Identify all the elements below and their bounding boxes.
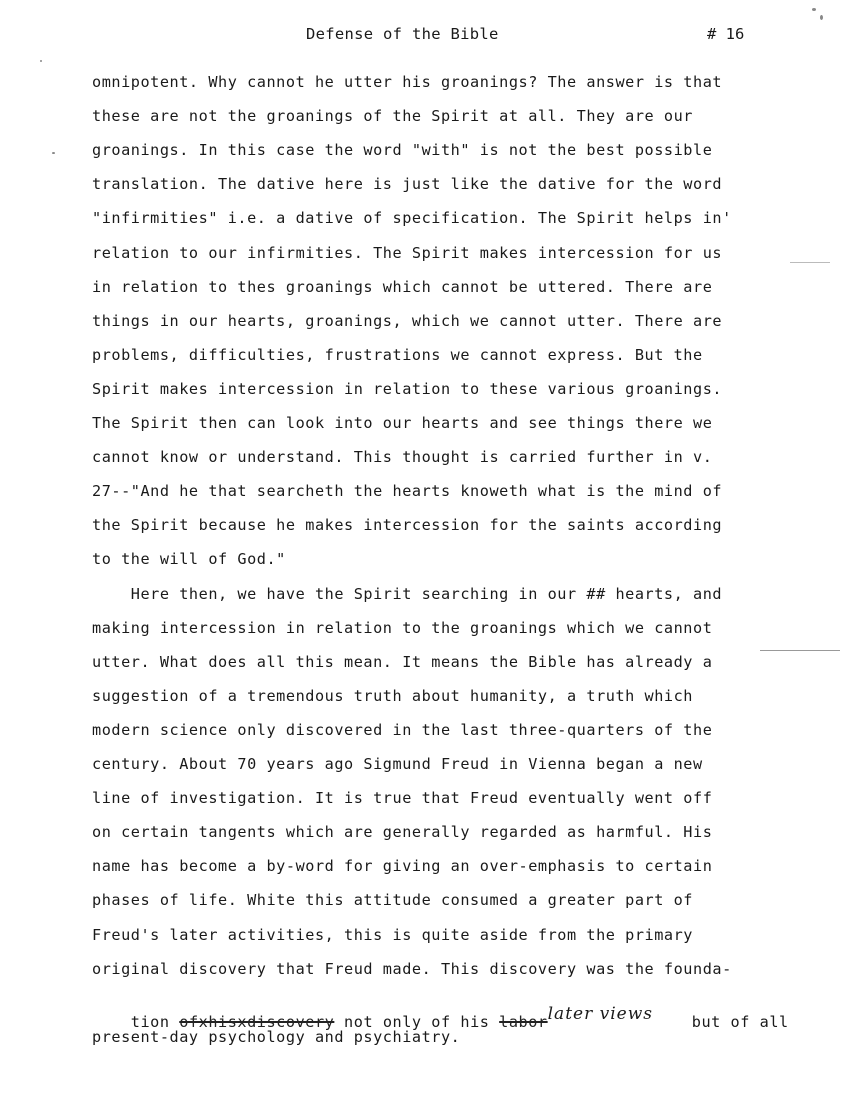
page-number: # 16	[707, 25, 745, 43]
text-line: groanings. In this case the word "with" is not the best possible	[92, 141, 713, 160]
text-line: Here then, we have the Spirit searching in our ## hearts, and	[92, 584, 723, 603]
text-line: name has become a by-word for giving an over-emphasis to certain	[92, 857, 713, 876]
scan-speck	[52, 152, 55, 154]
text-line: cannot know or understand. This thought is carried further in v.	[92, 448, 713, 467]
text-line: to the will of God."	[92, 550, 286, 569]
scan-speck	[760, 650, 840, 651]
page-header-title: Defense of the Bible	[306, 25, 499, 43]
text-line: problems, difficulties, frustrations we cannot express. But the	[92, 345, 703, 364]
scan-speck	[40, 60, 42, 62]
text-line: original discovery that Freud made. This discovery was the founda-	[92, 959, 732, 978]
text-line: modern science only discovered in the last three-quarters of the	[92, 720, 713, 739]
edited-line-lead: tion	[130, 1012, 180, 1031]
text-line-last: present-day psychology and psychiatry.	[92, 1027, 461, 1046]
text-line: line of investigation. It is true that Freud eventually went off	[92, 789, 713, 808]
text-line: century. About 70 years ago Sigmund Freud in Vienna began a new	[92, 755, 703, 773]
text-line: translation. The dative here is just like the dative for the word	[92, 175, 723, 194]
text-line: suggestion of a tremendous truth about humanity, a truth which	[92, 686, 694, 705]
text-line: in relation to thes groanings which cannot be uttered. There are	[92, 277, 713, 296]
text-line: Spirit makes intercession in relation to these various groanings.	[92, 379, 723, 398]
text-line: on certain tangents which are generally regarded as harmful. His	[92, 823, 713, 842]
struck-out-word: labor	[499, 1012, 548, 1031]
text-line: 27--"And he that searcheth the hearts knoweth what is the mind of	[92, 482, 723, 501]
text-line: things in our hearts, groanings, which we cannot utter. There are	[92, 311, 723, 330]
text-line: "infirmities" i.e. a dative of specification. The Spirit helps in'	[92, 209, 732, 228]
text-line: relation to our infirmities. The Spirit makes intercession for us	[92, 243, 723, 262]
text-line: omnipotent. Why cannot he utter his groanings? The answer is that	[92, 73, 723, 91]
struck-out-text: ofxhisxdiscovery	[179, 1012, 335, 1031]
text-line: these are not the groanings of the Spirit at all. They are our	[92, 107, 694, 126]
scan-speck	[820, 15, 823, 20]
text-line: utter. What does all this mean. It means the Bible has already a	[92, 652, 713, 671]
scan-speck	[790, 262, 830, 263]
text-line: The Spirit then can look into our hearts and see things there we	[92, 414, 713, 432]
edited-line-tail: but of all	[653, 1012, 789, 1031]
text-line: Freud's later activities, this is quite aside from the primary	[92, 925, 694, 944]
text-line: phases of life. White this attitude consumed a greater part of	[92, 891, 694, 910]
edited-line-middle: not only of his	[334, 1012, 500, 1031]
handwritten-insertion: later views	[547, 1003, 653, 1024]
text-line: the Spirit because he makes intercession for the saints according	[92, 516, 723, 535]
scan-speck	[812, 8, 816, 11]
text-line: making intercession in relation to the groanings which we cannot	[92, 618, 713, 637]
